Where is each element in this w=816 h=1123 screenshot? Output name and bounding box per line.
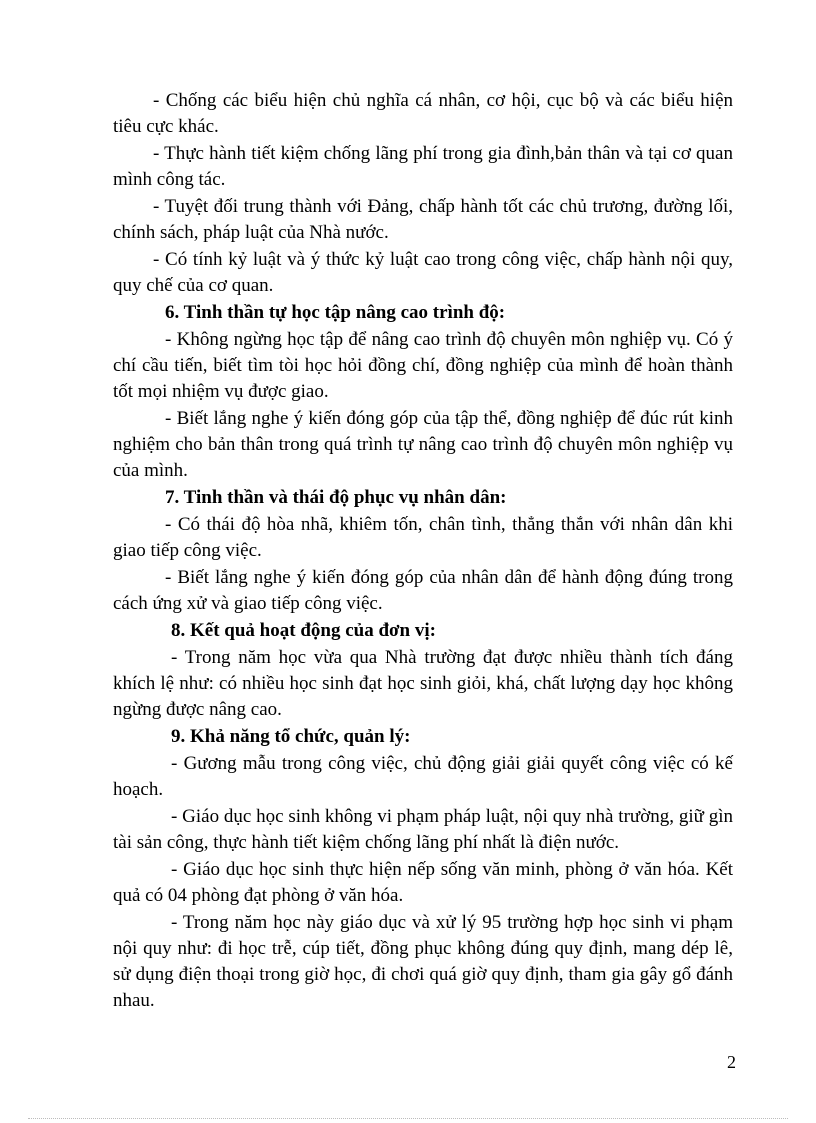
paragraph-civilized-living: - Giáo dục học sinh thực hiện nếp sống văn minh, phòng ở văn hóa. Kết quả có 04 phòng đạt phòng ở văn hóa.: [113, 859, 733, 906]
heading-management: 9. Khả năng tổ chức, quản lý:: [171, 726, 411, 747]
paragraph-listen-public: - Biết lắng nghe ý kiến đóng góp của nhân dân để hành động đúng trong cách ứng xử và giao tiếp công việc.: [113, 567, 733, 614]
paragraph-discipline: - Có tính kỷ luật và ý thức kỷ luật cao trong công việc, chấp hành nội quy, quy chế của cơ quan.: [113, 249, 733, 296]
paragraph-school-achievements: - Trong năm học vừa qua Nhà trường đạt được nhiều thành tích đáng khích lệ như: có nhiều học sinh đạt học sinh giỏi, khá, chất lượng dạy học không ngừng được nâng cao.: [113, 647, 733, 720]
paragraph-loyalty: - Tuyệt đối trung thành với Đảng, chấp hành tốt các chủ trương, đường lối, chính sách, pháp luật của Nhà nước.: [113, 196, 733, 243]
page-bottom-divider: [28, 1118, 788, 1119]
paragraph-violations: - Trong năm học này giáo dục và xử lý 95 trường hợp học sinh vi phạm nội quy như: đi học trễ, cúp tiết, đồng phục không đúng quy định, mang dép lê, sử dụng điện thoại trong giờ học, đi chơi quá giờ quy định, tham gia gây gổ đánh nhau.: [113, 912, 733, 1011]
heading-self-study: 6. Tinh thần tự học tập nâng cao trình độ:: [165, 302, 506, 323]
paragraph-anti-individualism: - Chống các biểu hiện chủ nghĩa cá nhân, cơ hội, cục bộ và các biểu hiện tiêu cực khác.: [113, 90, 733, 137]
heading-public-service: 7. Tinh thần và thái độ phục vụ nhân dân:: [165, 487, 507, 508]
page-number: 2: [727, 1052, 736, 1072]
paragraph-educate-law: - Giáo dục học sinh không vi phạm pháp luật, nội quy nhà trường, giữ gìn tài sản công, thực hành tiết kiệm chống lãng phí nhất là điện nước.: [113, 806, 733, 853]
paragraph-attitude: - Có thái độ hòa nhã, khiêm tốn, chân tình, thẳng thắn với nhân dân khi giao tiếp công việc.: [113, 514, 733, 561]
paragraph-exemplary: - Gương mẫu trong công việc, chủ động giải giải quyết công việc có kế hoạch.: [113, 753, 733, 800]
paragraph-thrift: - Thực hành tiết kiệm chống lãng phí trong gia đình,bản thân và tại cơ quan mình công tác.: [113, 143, 733, 190]
document-body: [113, 88, 733, 1015]
heading-unit-results: 8. Kết quả hoạt động của đơn vị:: [171, 620, 436, 641]
paragraph-continuous-learning: - Không ngừng học tập để nâng cao trình độ chuyên môn nghiệp vụ. Có ý chí cầu tiến, biết tìm tòi học hỏi đồng chí, đồng nghiệp của mình để hoàn thành tốt mọi nhiệm vụ được giao.: [113, 329, 733, 402]
paragraph-listen-colleagues: - Biết lắng nghe ý kiến đóng góp của tập thể, đồng nghiệp để đúc rút kinh nghiệm cho bản thân trong quá trình tự nâng cao trình độ chuyên môn nghiệp vụ của mình.: [113, 408, 733, 481]
